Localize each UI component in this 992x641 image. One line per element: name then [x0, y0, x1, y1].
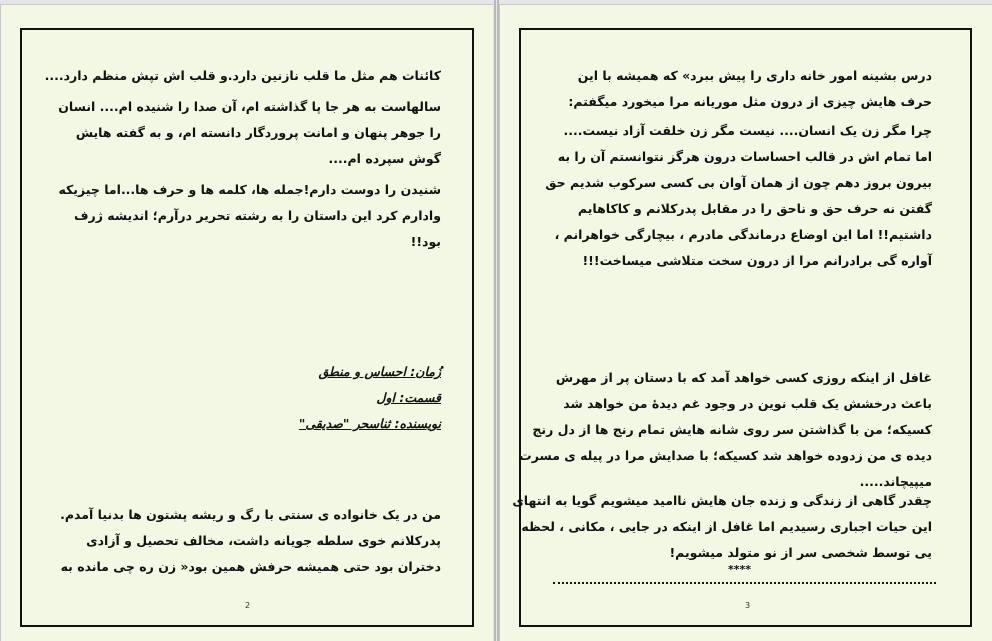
text-line: دختران بود حتی همیشه حرفش همین بود« زن ره چی مانده به	[60, 559, 441, 574]
text-line: یی توسط شخصی سر از نو متولد میشویم!	[669, 545, 932, 560]
text-line: درس بشینه امور خانه داری را پیش ببرد» که همیشه با این	[577, 68, 932, 83]
page-number: 3	[745, 601, 751, 610]
text-line: گوش سپرده ام....	[328, 151, 441, 166]
text-line: بیرون بروز دهم چون از همان آوان بی کسی سرکوب شدیم حق	[545, 175, 932, 190]
text-line: پدرکلانم خوی سلطه جویانه داشت، مخالف تحصیل و آزادی	[86, 533, 441, 548]
text-line: کائنات هم مثل ما قلب نازنین دارد.و قلب اش تپش منظم دارد....	[44, 68, 441, 83]
text-line: بود!!	[410, 234, 441, 249]
text-line: باعث درخشش یک قلب نوین در وجود غم دیدهٔ من خواهد شد	[563, 396, 932, 411]
document-page-3	[499, 4, 992, 641]
story-info-block	[299, 359, 441, 437]
text-line: شنیدن را دوست دارم!جمله ها، کلمه ها و حرف ها...اما چیزیکه	[58, 182, 441, 197]
top-paragraph-1	[568, 63, 932, 115]
text-line: داشتیم!! اما این اوضاع درماندگی مادرم ، بیچارگی خواهرانم ،	[554, 227, 932, 242]
text-line: را جوهر پنهان و امانت پروردگار دانسته ام، و به گفته هایش	[75, 125, 441, 140]
text-line: دیده ی من زدوده خواهد شد کسیکه؛ با صدایش مرا در پیله ی مسرت	[519, 448, 932, 463]
story-author-label: نویسنده: ثناسحر "صدیقی"	[298, 416, 441, 431]
story-start-paragraph	[60, 502, 441, 580]
top-paragraph-2	[545, 118, 932, 274]
text-line: کسیکه؛ من با گذاشتن سر روی شانه هایش تمام رنج ها از دل رنج	[532, 422, 932, 437]
intro-paragraph-2	[58, 94, 441, 172]
text-line: چقدر گاهی از زندگی و زنده جان هایش ناامید میشویم گویا به انتهای	[512, 493, 932, 508]
bottom-paragraph-1	[519, 365, 932, 495]
document-page-2	[0, 4, 493, 641]
text-line: آواره گی برادرانم مرا از درون سخت متلاشی میساخت!!!	[582, 253, 932, 268]
dotted-separator	[553, 582, 936, 584]
text-line: غافل از اینکه روزی کسی خواهد آمد که با دستان پر از مهرش	[555, 370, 932, 385]
text-line: سالهاست به هر جا پا گذاشته ام، آن صدا را شنیده ام.... انسان	[58, 99, 441, 114]
text-line: حرف هایش چیزی از درون مثل موریانه مرا میخورد میگفتم:	[568, 94, 932, 109]
story-part-label: قسمت: اول	[376, 390, 441, 405]
text-line: وادارم کرد این داستان را به رشته تحریر درآرم؛ اندیشه ژرف	[73, 208, 441, 223]
story-time-label: زُمان: احساس و منطق	[318, 364, 441, 379]
intro-paragraph-1	[45, 63, 441, 89]
text-line: گفتن نه حرف حق و ناحق را در مقابل پدرکلانم و کاکاهایم	[577, 201, 932, 216]
intro-paragraph-3	[58, 177, 441, 255]
separator-stars: ****	[728, 563, 752, 576]
text-line: میپیچاند.....	[859, 474, 932, 489]
bottom-paragraph-2	[512, 488, 932, 566]
text-line: این حیات اجباری رسیدیم اما غافل از اینکه در جایی ، مکانی ، لحظه	[521, 519, 932, 534]
text-line: من در یک خانواده ی سنتی با رگ و ریشه پشتون ها بدنیا آمدم.	[60, 507, 441, 522]
text-line: اما تمام اش در قالب احساسات درون هرگز نتوانستم آن را به	[557, 149, 932, 164]
text-line: چرا مگر زن یک انسان.... نیست مگر زن خلقت آزاد نیست....	[563, 123, 932, 138]
page-gap-edge	[494, 0, 496, 641]
page-number: 2	[245, 601, 251, 610]
